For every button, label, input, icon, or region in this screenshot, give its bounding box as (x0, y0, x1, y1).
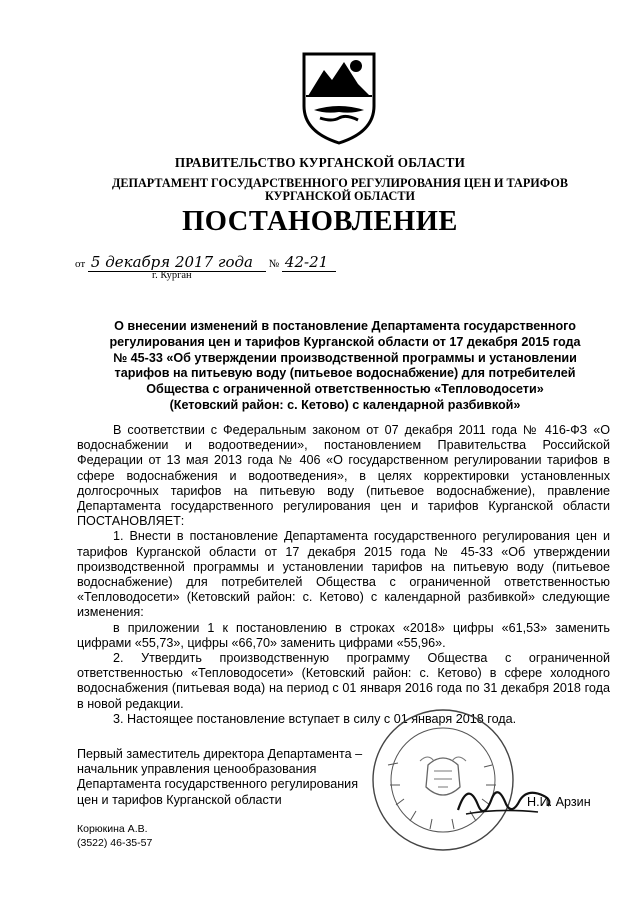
heading-line: тарифов на питьевую воду (питьевое водоснабжение) для потребителей (114, 366, 576, 381)
clause-3-paragraph: 3. Настоящее постановление вступает в силу с 01 января 2018 года. (113, 711, 517, 726)
number-label: № (268, 258, 280, 270)
department-name (80, 177, 600, 203)
heading-line: (Кетовский район: с. Кетово) с календарной разбивкой» (169, 397, 521, 412)
city-label: г. Курган (152, 270, 192, 281)
signer-title-line: цен и тарифов Курганской области (77, 792, 282, 807)
heading-line: Общества с ограниченной ответственностью «Тепловодосети» (146, 382, 544, 397)
signer-title-line: Департамента государственного регулирования (77, 777, 359, 792)
executor-phone: (3522) 46-35-57 (77, 836, 153, 849)
executor-info (77, 823, 152, 850)
executor-name: Корюкина А.В. (77, 823, 148, 835)
heading-line: № 45-33 «Об утверждении производственной программы и установлении (113, 350, 577, 365)
heading-line: О внесении изменений в постановление Департамента государственного (114, 319, 576, 333)
department-name-line1: ДЕПАРТАМЕНТ ГОСУДАРСТВЕННОГО РЕГУЛИРОВАНИЯ ЦЕН И ТАРИФОВ (112, 176, 568, 190)
heading-line: регулирования цен и тарифов Курганской области от 17 декабря 2015 года (109, 334, 581, 349)
signer-name: Н.И. Арзин (527, 795, 591, 809)
signer-title (77, 747, 362, 808)
department-name-line2: КУРГАНСКОЙ ОБЛАСТИ (265, 189, 415, 203)
signer-title-line: начальник управления ценообразования (77, 762, 317, 777)
coat-of-arms-logo (300, 50, 378, 146)
clause-1-detail-paragraph: в приложении 1 к постановлению в строках «2018» цифры «61,53» заменить цифрами «55,73», цифры «66,70» заменить цифрами «55,96». (77, 620, 610, 650)
handwritten-date: 5 декабря 2017 года (88, 253, 266, 272)
document-heading (90, 319, 600, 414)
clause-1-paragraph: 1. Внести в постановление Департамента государственного регулирования цен и тарифов Курганской области от 17 декабря 2015 года № 45-33 «Об утверждении производственной программы и установлении тарифов на питьевую воду (питьевое водоснабжение) для потребителей Общества с ограниченной ответственностью «Тепловодосети» (Кетовский район: с. Кетово) с календарной разбивкой» следующие изменения: (77, 529, 610, 620)
dateline (75, 253, 336, 272)
government-name: ПРАВИТЕЛЬСТВО КУРГАНСКОЙ ОБЛАСТИ (174, 155, 466, 170)
clause-2-paragraph: 2. Утвердить производственную программу Общества с ограниченной ответственностью «Тепловодосети» (Кетовский район: с. Кетово) в сфере холодного водоснабжения (питьевая вода) на период с 01 января 2016 года по 31 декабря 2018 года в новой редакции. (77, 651, 610, 711)
signer-title-line: Первый заместитель директора Департамента – (77, 747, 363, 761)
preamble-paragraph: В соответствии с Федеральным законом от 07 декабря 2011 года № 416-ФЗ «О водоснабжении и водоотведении», постановлением Правительства Российской Федерации от 13 мая 2013 года № 406 «О государственном регулировании тарифов в сфере водоснабжения и водоотведения», в целях корректировки установленных долгосрочных тарифов на питьевую воду (питьевое водоснабжение), правление Департамента государственного регулирования цен и тарифов Курганской области ПОСТАНОВЛЯЕТ: (77, 423, 610, 529)
handwritten-number: 42-21 (282, 253, 336, 272)
document-body (77, 423, 610, 727)
document-title: ПОСТАНОВЛЕНИЕ (182, 206, 458, 237)
date-from-label: от (75, 258, 86, 270)
